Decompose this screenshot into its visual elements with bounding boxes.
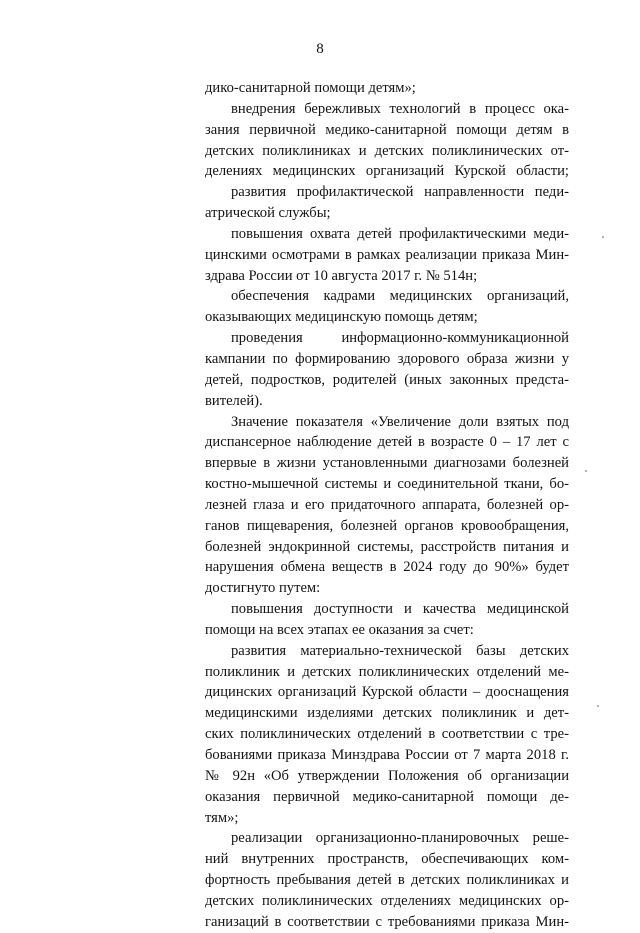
text-line: развития профилактической направленности педи- [231,184,569,201]
text-line: повышения охвата детей профилактическими меди- [231,225,569,242]
text-line: здрава России от 10 августа 2017 г. № 514н; [205,267,478,284]
text-line: детских поликлиниках и детских поликлинических от- [205,142,569,159]
text-line: бованиями приказа Минздрава России от 7 марта 2018 г. [205,747,569,763]
text-line: оказывающих медицинскую помощь детям; [205,309,478,326]
text-line: цинскими осмотрами в рамках реализации приказа Мин- [205,246,569,263]
text-line: атрической службы; [205,205,331,222]
text-line: костно-мышечной системы и соединительной ткани, бо- [205,476,569,493]
text-line: зания первичной медико-санитарной помощи детям в [205,121,569,138]
text-line: тям»; [205,809,239,826]
text-line: впервые в жизни установленными диагнозами болезней [205,455,569,472]
text-line: детей, подростков, родителей (иных законных предста- [205,371,569,388]
text-line: нарушения обмена веществ в 2024 году до 90%» будет [205,559,569,576]
text-line: болезней эндокринной системы, расстройств питания и [205,538,569,555]
text-line: обеспечения кадрами медицинских организаций, [231,288,569,305]
text-line: ских поликлинических отделений в соответствии с тре- [205,726,569,743]
text-line: помощи на всех этапах ее оказания за счет: [205,621,474,638]
text-line: внедрения бережливых технологий в процесс ока- [231,100,569,117]
text-line: проведения информационно-коммуникационной [231,330,569,347]
text-line: оказания первичной медико-санитарной помощи де- [205,788,569,805]
text-line: вителей). [205,392,263,409]
text-line: ганов пищеварения, болезней органов кровообращения, [205,517,569,534]
text-line: кампании по формированию здорового образа жизни у [205,350,569,367]
text-line: диспансерное наблюдение детей в возрасте 0 – 17 лет с [205,434,569,451]
text-line: Значение показателя «Увеличение доли взятых под [231,413,569,430]
page-number: 8 [316,41,324,57]
body-text [205,78,569,933]
scan-speck [602,236,604,238]
text-line: делениях медицинских организаций Курской области; [205,163,569,180]
text-line: поликлиник и детских поликлинических отделений ме- [205,663,569,680]
text-line: лезней глаза и его придаточного аппарата, болезней ор- [205,496,569,513]
text-line: медицинскими изделиями детских поликлиник и дет- [205,705,569,722]
text-line: реализации организационно-планировочных реше- [231,830,569,847]
text-line: дико-санитарной помощи детям»; [205,80,416,96]
text-line: ний внутренних пространств, обеспечивающих ком- [205,851,569,868]
scan-speck [585,470,587,472]
text-line: № 92н «Об утверждении Положения об организации [205,767,569,784]
text-line: развития материально-технической базы детских [231,642,569,659]
text-line: дицинских организаций Курской области – дооснащения [205,684,569,701]
text-line: детских поликлинических отделениях медицинских ор- [205,892,569,909]
scan-speck [597,705,599,707]
text-line: достигнуто путем: [205,580,321,597]
text-line: ганизаций в соответствии с требованиями приказа Мин- [205,913,569,930]
text-line: повышения доступности и качества медицинской [231,601,569,618]
text-line: фортность пребывания детей в детских поликлиниках и [205,872,569,889]
